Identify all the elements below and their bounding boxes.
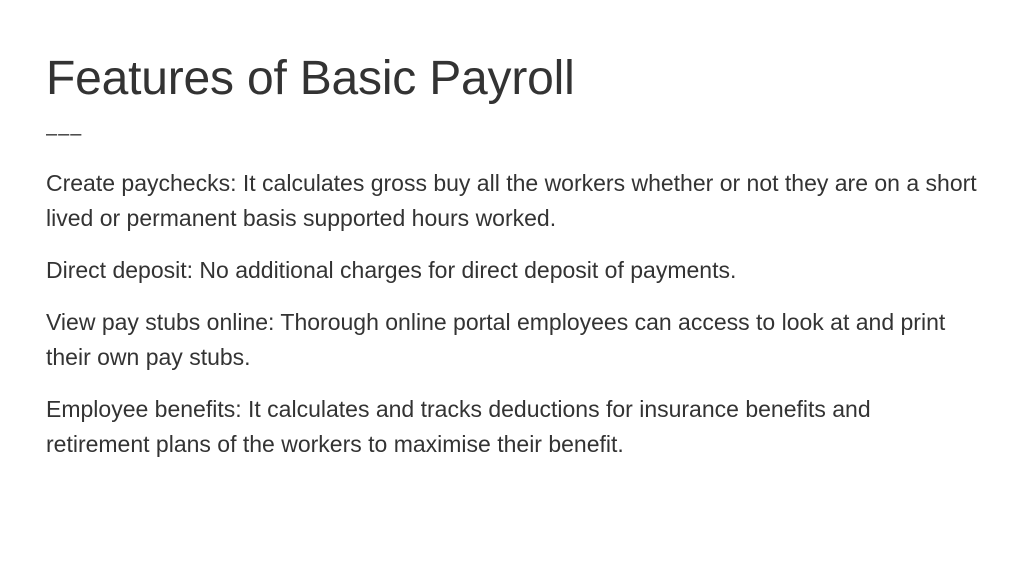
paragraph-direct-deposit: Direct deposit: No additional charges for direct deposit of payments.	[46, 257, 737, 283]
paragraph-view-pay-stubs: View pay stubs online: Thorough online portal employees can access to look at and print their own pay stubs.	[46, 309, 946, 370]
paragraph-create-paychecks: Create paychecks: It calculates gross buy all the workers whether or not they are on a short lived or permanent basis supported hours worked.	[46, 170, 977, 231]
paragraph-employee-benefits: Employee benefits: It calculates and tracks deductions for insurance benefits and retirement plans of the workers to maximise their benefit.	[46, 396, 871, 457]
slide-title: Features of Basic Payroll	[46, 52, 575, 105]
title-divider: –––	[46, 123, 83, 145]
slide-body	[46, 166, 978, 462]
